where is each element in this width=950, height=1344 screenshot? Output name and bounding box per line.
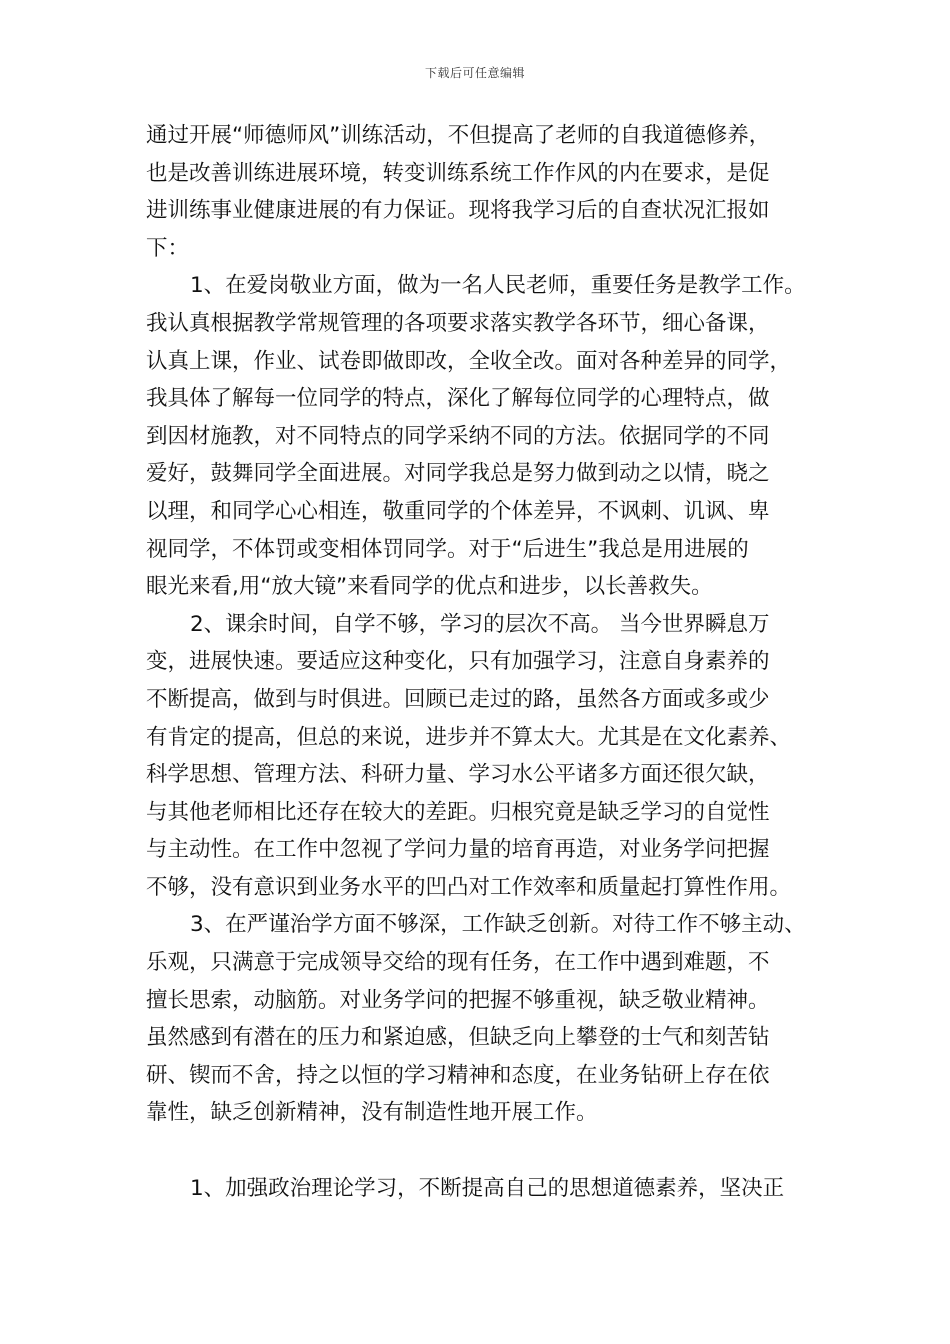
paragraph-1 — [146, 267, 806, 605]
text-line: 爱好，鼓舞同学全面进展。对同学我总是努力做到动之以情，晓之 — [146, 461, 770, 487]
document-body — [146, 117, 806, 1207]
text-line: 与其他老师相比还存在较大的差距。归根究竟是缺乏学习的自觉性 — [146, 799, 770, 825]
text-line: 靠性，缺乏创新精神，没有制造性地开展工作。 — [146, 1100, 598, 1126]
text-line: 也是改善训练进展环境，转变训练系统工作作风的内在要求，是促 — [146, 160, 770, 186]
paragraph-2 — [146, 606, 806, 907]
text-line: 与主动性。在工作中忽视了学问力量的培育再造，对业务学问把握 — [146, 837, 770, 863]
text-line: 擅长思索，动脑筋。对业务学问的把握不够重视，缺乏敬业精神。 — [146, 987, 770, 1013]
text-line: 3、在严谨治学方面不够深，工作缺乏创新。对待工作不够主动、 — [190, 912, 806, 938]
text-line: 科学思想、管理方法、科研力量、学习水公平诸多方面还很欠缺， — [146, 762, 770, 788]
text-line: 乐观，只满意于完成领导交给的现有任务，在工作中遇到难题，不 — [146, 950, 770, 976]
text-line: 2、课余时间，自学不够，学习的层次不高。 当今世界瞬息万 — [190, 611, 770, 637]
text-line: 到因材施教，对不同特点的同学采纳不同的方法。依据同学的不同 — [146, 423, 770, 449]
text-line: 不够，没有意识到业务水平的凹凸对工作效率和质量起打算性作用。 — [146, 874, 792, 900]
text-line: 我具体了解每一位同学的特点，深化了解每位同学的心理特点，做 — [146, 386, 770, 412]
text-line: 进训练事业健康进展的有力保证。现将我学习后的自查状况汇报如 — [146, 198, 770, 224]
text-line: 视同学，不体罚或变相体罚同学。对于“后进生”我总是用进展的 — [146, 536, 749, 562]
text-line: 虽然感到有潜在的压力和紧迫感，但缺乏向上攀登的士气和刻苦钻 — [146, 1025, 770, 1051]
paragraph-3 — [146, 906, 806, 1132]
text-line: 我认真根据教学常规管理的各项要求落实教学各环节，细心备课， — [146, 310, 770, 336]
text-line: 1、在爱岗敬业方面，做为一名人民老师，重要任务是教学工作。 — [190, 273, 806, 299]
text-line: 变，进展快速。要适应这种变化，只有加强学习，注意自身素养的 — [146, 649, 770, 675]
text-line: 有肯定的提高，但总的来说，进步并不算太大。尤其是在文化素养、 — [146, 724, 792, 750]
text-line: 认真上课，作业、试卷即做即改，全收全改。面对各种差异的同学， — [146, 348, 792, 374]
text-line: 眼光来看,用“放大镜”来看同学的优点和进步，以长善救失。 — [146, 574, 713, 600]
text-line: 以理，和同学心心相连，敬重同学的个体差异，不讽刺、讥讽、卑 — [146, 498, 770, 524]
page-header: 下载后可任意编辑 — [424, 66, 525, 80]
paragraph-4 — [146, 1170, 806, 1208]
text-line: 通过开展“师德师风”训练活动，不但提高了老师的自我道德修养， — [146, 123, 771, 148]
text-line: 不断提高，做到与时俱进。回顾已走过的路，虽然各方面或多或少 — [146, 686, 770, 712]
text-line: 研、锲而不舍，持之以恒的学习精神和态度，在业务钻研上存在依 — [146, 1062, 770, 1088]
paragraph-intro — [146, 117, 806, 267]
blank-line — [146, 1132, 806, 1170]
text-line: 1、加强政治理论学习，不断提高自己的思想道德素养，坚决正 — [190, 1175, 785, 1201]
text-line: 下： — [146, 235, 190, 261]
